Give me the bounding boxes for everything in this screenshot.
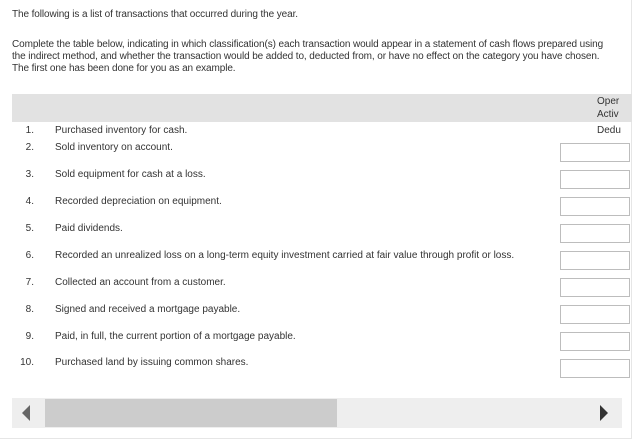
triangle-right-icon[interactable] [600,405,608,421]
table-row [12,141,552,155]
answer-input-row-7[interactable] [560,278,630,297]
table-row [12,303,552,317]
row-description: Recorded depreciation on equipment. [55,196,222,207]
instructions-text: Complete the table below, indicating in which classification(s) each transaction would appear in a statement of cash flows prepared using the indirect method, and whether the transaction would be added to, deducted from, or have no effect on the category you have chosen. The first one has been done for you as an example. [12,39,604,74]
answer-input-row-10[interactable] [560,359,630,378]
answer-input-row-8[interactable] [560,305,630,324]
answer-input-row-5[interactable] [560,224,630,243]
row-number: 3. [25,169,34,180]
table-row [12,249,552,263]
table-row [12,124,552,138]
row-number: 1. [25,125,34,136]
answer-input-row-4[interactable] [560,197,630,216]
row-description: Signed and received a mortgage payable. [55,304,241,315]
row-number: 8. [25,304,34,315]
answer-input-row-2[interactable] [560,143,630,162]
intro-text: The following is a list of transactions that occurred during the year. [12,9,298,20]
row-description: Paid, in full, the current portion of a mortgage payable. [55,331,296,342]
row-description: Sold equipment for cash at a loss. [55,169,206,180]
column-header-line2: Activ [597,109,619,120]
row-description: Sold inventory on account. [55,142,173,153]
column-header-line1: Oper [597,96,620,107]
row-number: 4. [25,196,34,207]
row-number: 9. [25,331,34,342]
row-number: 6. [25,250,34,261]
row-description: Purchased inventory for cash. [55,125,188,136]
row-description: Purchased land by issuing common shares. [55,357,249,368]
answer-input-row-9[interactable] [560,332,630,351]
row-description: Collected an account from a customer. [55,277,226,288]
table-row [12,330,552,344]
row-description: Recorded an unrealized loss on a long-term equity investment carried at fair value through profit or loss. [55,250,515,261]
column-header-operating-activities [597,95,632,121]
table-header [12,94,632,122]
table-row [12,168,552,182]
table-row [12,222,552,236]
row-number: 2. [25,142,34,153]
example-row-value: Dedu [597,125,621,136]
row-description: Paid dividends. [55,223,123,234]
table-row [12,356,552,370]
triangle-left-icon[interactable] [22,405,30,421]
row-number: 7. [25,277,34,288]
answer-input-row-3[interactable] [560,170,630,189]
table-row [12,195,552,209]
row-number: 10. [20,357,34,368]
row-number: 5. [25,223,34,234]
scrollbar-thumb[interactable] [45,399,337,427]
answer-input-row-6[interactable] [560,251,630,270]
table-row [12,276,552,290]
